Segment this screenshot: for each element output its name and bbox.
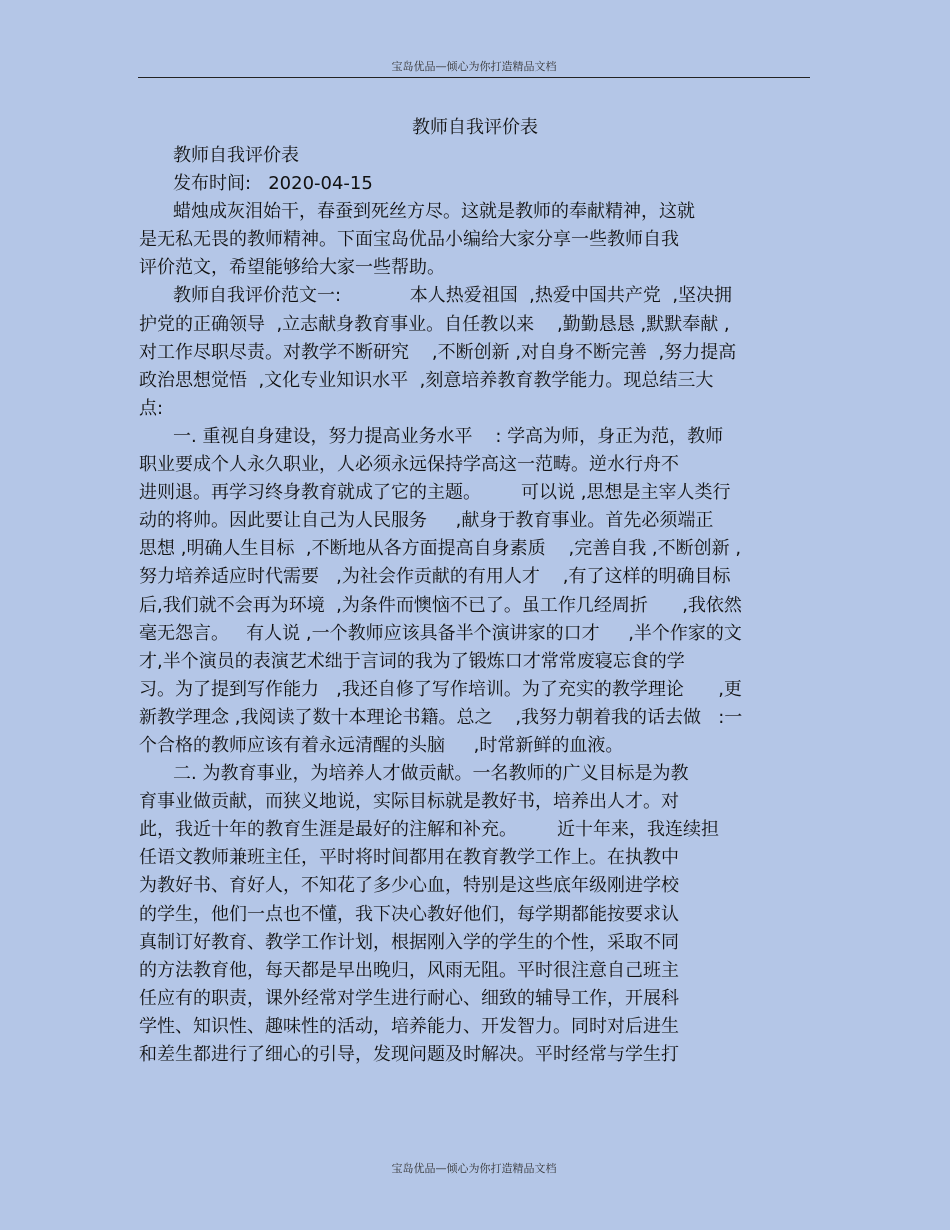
section-heading-line: 二. 为教育事业，为培养人才做贡献。一名教师的广义目标是为教	[173, 763, 689, 785]
text-line: 才,半个演员的表演艺术绌于言词的我为了锻炼口才常常废寝忘食的学	[139, 650, 685, 672]
text-line: 思想 ,明确人生目标 ,不断地从各方面提高自身素质 ,完善自我 ,不断创新 ,	[139, 538, 742, 560]
text-line: 任应有的职责，课外经常对学生进行耐心、细致的辅导工作，开展科	[139, 987, 679, 1009]
text-line: 教师自我评价表	[173, 145, 299, 166]
page-header: 宝岛优品—倾心为你打造精品文档	[391, 60, 557, 73]
text-line: 此，我近十年的教育生涯是最好的注解和补充。 近十年来，我连续担	[139, 819, 720, 841]
text-line: 个合格的教师应该有着永远清醒的头脑 ,时常新鲜的血液。	[139, 734, 624, 756]
text-line: 学性、知识性、趣味性的活动，培养能力、开发智力。同时对后进生	[139, 1015, 679, 1037]
text-line: 毫无怨言。 有人说 ,一个教师应该具备半个演讲家的口才 ,半个作家的文	[139, 622, 742, 644]
text-line: 动的将帅。因此要让自己为人民服务 ,献身于教育事业。首先必须端正	[139, 510, 714, 532]
text-line: 习。为了提到写作能力 ,我还自修了写作培训。为了充实的教学理论 ,更	[139, 678, 742, 700]
text-line: 真制订好教育、教学工作计划，根据刚入学的学生的个性，采取不同	[139, 931, 679, 953]
text-line: 蜡烛成灰泪始干，春蚕到死丝方尽。这就是教师的奉献精神，这就	[173, 201, 695, 223]
text-line: 点:	[139, 397, 164, 419]
text-line: 护党的正确领导 ,立志献身教育事业。自任教以来 ,勤勤恳恳 ,默默奉献 ,	[139, 313, 730, 335]
text-line: 的方法教育他，每天都是早出晚归，风雨无阻。平时很注意自己班主	[139, 959, 679, 981]
publish-date-line: 发布时间: 2020-04-15	[173, 173, 373, 195]
text-line: 政治思想觉悟 ,文化专业知识水平 ,刻意培养教育教学能力。现总结三大	[139, 369, 714, 391]
text-line: 进则退。再学习终身教育就成了它的主题。 可以说 ,思想是主宰人类行	[139, 482, 731, 504]
section-heading-line: 一. 重视自身建设，努力提高业务水平 : 学高为师，身正为范，教师	[173, 425, 724, 447]
text-line: 新教学理念 ,我阅读了数十本理论书籍。总之 ,我努力朝着我的话去做 :一	[139, 706, 743, 728]
text-line: 是无私无畏的教师精神。下面宝岛优品小编给大家分享一些教师自我	[139, 229, 679, 251]
page-footer: 宝岛优品—倾心为你打造精品文档	[391, 1162, 557, 1175]
text-line: 的学生，他们一点也不懂，我下决心教好他们，每学期都能按要求认	[139, 903, 679, 925]
header-divider	[138, 77, 810, 78]
text-line: 评价范文，希望能够给大家一些帮助。	[139, 257, 445, 279]
text-line: 后,我们就不会再为环境 ,为条件而懊恼不已了。虽工作几经周折 ,我依然	[139, 594, 742, 616]
text-line: 对工作尽职尽责。对教学不断研究 ,不断创新 ,对自身不断完善 ,努力提高	[139, 341, 737, 363]
text-line: 为教好书、育好人，不知花了多少心血，特别是这些底年级刚进学校	[139, 875, 679, 897]
text-line: 育事业做贡献，而狭义地说，实际目标就是教好书，培养出人才。对	[139, 791, 679, 813]
text-line: 和差生都进行了细心的引导，发现问题及时解决。平时经常与学生打	[139, 1044, 679, 1065]
text-line: 教师自我评价范文一: 本人热爱祖国 ,热爱中国共产党 ,坚决拥	[173, 285, 733, 307]
text-line: 努力培养适应时代需要 ,为社会作贡献的有用人才 ,有了这样的明确目标	[139, 566, 731, 588]
text-line: 任语文教师兼班主任，平时将时间都用在教育教学工作上。在执教中	[139, 847, 679, 869]
text-line: 职业要成个人永久职业，人必须永远保持学高这一范畴。逆水行舟不	[139, 454, 679, 476]
document-body	[139, 114, 811, 1069]
document-title: 教师自我评价表	[412, 117, 538, 138]
